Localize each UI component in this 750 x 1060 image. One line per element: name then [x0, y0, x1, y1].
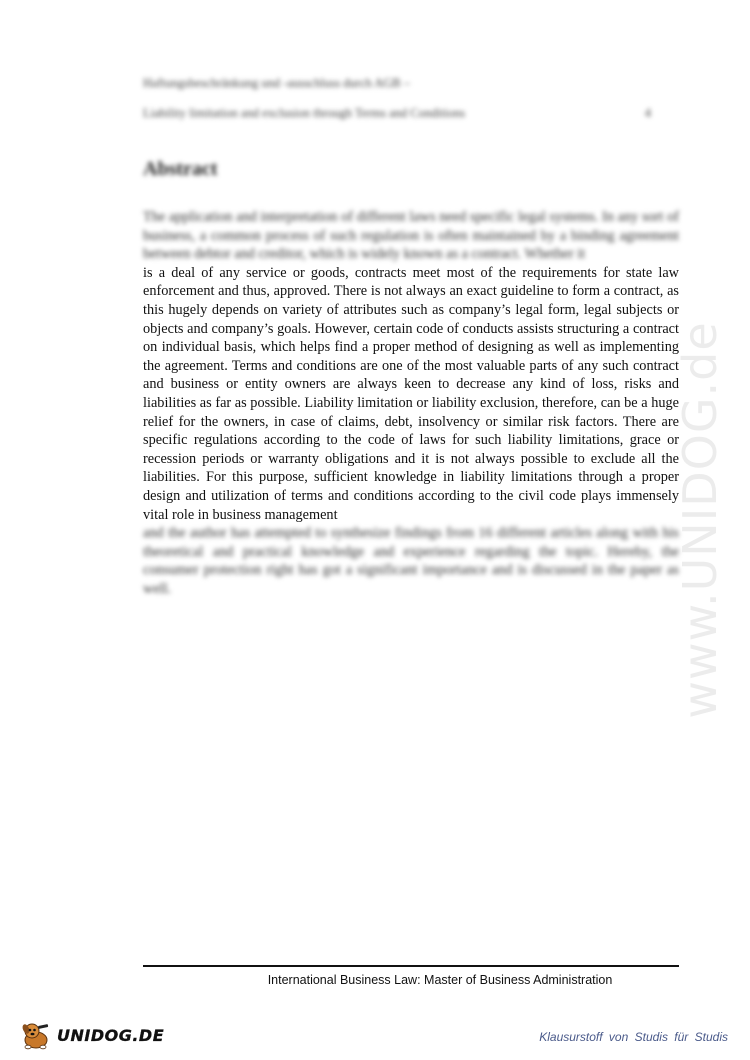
running-header-line-2: Liability limitation and exclusion through Terms and Conditions	[143, 106, 466, 120]
watermark: www.UNIDOG.de	[673, 321, 727, 719]
unidog-logo	[18, 1020, 164, 1050]
tagline: Klausurstoff von Studis für Studis	[539, 1030, 728, 1044]
abstract-blurred-intro: The application and interpretation of different laws need specific legal systems. In any sort of business, a common process of such regulation is often maintained by a binding agreement between debtor and creditor, which is widely known as a contract. Whether it	[143, 209, 679, 263]
footer-divider	[143, 965, 679, 967]
page-number: 4	[644, 106, 651, 120]
abstract-visible-text: is a deal of any service or goods, contracts meet most of the requirements for state law enforcement and thus, approved. There is not always an exact guideline to form a contract, as this hugely depends on variety of attributes such as company’s legal form, legal subjects or objects and company’s goals. However, certain code of conducts assists structuring a contract on individual basis, which helps find a proper method of designing as well as implementing the agreement. Terms and conditions are one of the most valuable parts of any such contract and business or entity owners are always keen to decrease any kind of loss, risks and liabilities as far as possible. Liability limitation or liability exclusion, therefore, can be a huge relief for the owners, in case of claims, debt, insolvency or similar risk factors. There are specific regulations according to the code of laws for such liability limitations, grace or recession periods or warranty obligations and it is not always possible to exclude all the liabilities. For this purpose, sufficient knowledge in liability limitations through a proper design and utilization of terms and conditions according to the civil code plays immensely vital role in business management	[143, 264, 679, 523]
abstract-blurred-outro: and the author has attempted to synthesize findings from 16 different articles along with his theoretical and practical knowledge and experience regarding the topic. Hereby, the consumer protection right has got a significant importance and is discussed in the paper as well.	[143, 525, 679, 597]
running-header	[143, 68, 653, 128]
abstract-heading: Abstract	[143, 158, 218, 180]
running-header-line-1: Haftungsbeschränkung und -ausschluss durch AGB –	[143, 76, 410, 90]
logo-text: UNIDOG.DE	[57, 1025, 165, 1045]
footer-text: International Business Law: Master of Business Administration	[267, 973, 613, 987]
abstract-body	[143, 208, 679, 598]
running-header-line-2-row	[143, 98, 653, 128]
dog-mascot-icon	[18, 1020, 54, 1050]
